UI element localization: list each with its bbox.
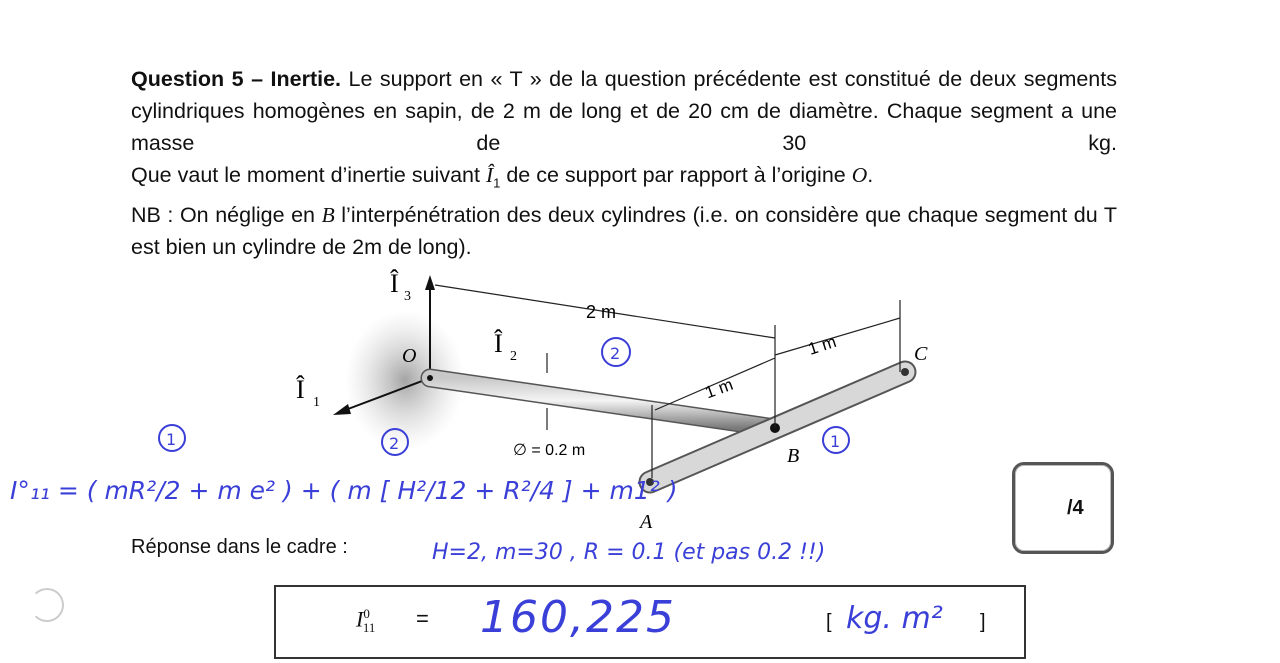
axis-3-label: Î [390, 269, 399, 298]
margin-hole-mark [30, 588, 64, 622]
answer-label [356, 606, 375, 636]
question-heading: Question 5 – Inertie. [131, 67, 342, 91]
response-label: Réponse dans le cadre : [131, 536, 348, 558]
svg-text:2: 2 [610, 344, 621, 363]
answer-label-sub: 11 [362, 619, 376, 635]
svg-text:2: 2 [389, 434, 400, 453]
hand-circle-1-right [823, 427, 849, 453]
origin-label: O [402, 345, 417, 367]
hand-params: H=2, m=30 , R = 0.1 (et pas 0.2 !!) [432, 540, 826, 565]
p2-end: . [867, 163, 874, 187]
unit-open-bracket: [ [826, 611, 832, 633]
axis-2-label: Î [494, 329, 503, 358]
hand-formula: I°₁₁ = ( mR²/2 + m e² ) + ( m [ H²/12 + R²/4 ] + m1² ) [10, 476, 678, 505]
answer-unit: kg. m² [846, 601, 943, 636]
origin-symbol: O [851, 163, 868, 187]
hand-circle-2-rod [602, 338, 630, 366]
answer-label-sup: 0 [363, 606, 370, 621]
point-b-symbol: B [321, 203, 335, 228]
axis-2-sub: 2 [510, 349, 517, 364]
hand-circle-1-left [159, 425, 185, 451]
axis-1-sub: 1 [313, 395, 320, 410]
axis-3-sub: 3 [404, 289, 411, 304]
axis-sub: 1 [493, 175, 501, 191]
score-label: /4 [1067, 497, 1084, 519]
p2-text-b: de ce support par rapport à l’origine [500, 163, 852, 187]
end-c [901, 368, 909, 376]
axis-3-arrow [425, 275, 435, 290]
p3-text-c: l’interpénétration des deux cylindres (i.e. on considère que chaque segment du T est bien un cylindre de 2m de long). [131, 203, 1117, 260]
point-a-label: A [640, 511, 653, 533]
dim-2m-label: 2 m [586, 302, 617, 322]
point-c-label: C [914, 343, 928, 365]
answer-value: 160,225 [480, 592, 676, 643]
point-b-label: B [787, 445, 800, 467]
origin-dot [427, 375, 433, 381]
diameter-label: ∅ = 0.2 m [513, 442, 586, 459]
svg-text:1: 1 [830, 432, 841, 451]
axis-1-arrow [333, 404, 351, 415]
p2-text-a: Que vaut le moment d’inertie suivant [131, 163, 486, 187]
dim-1m-b-label: 1 m [805, 331, 839, 359]
p3-text-a: NB : On néglige en [131, 203, 322, 228]
axis-1-label: Î [296, 375, 305, 404]
unit-close-bracket: ] [980, 611, 986, 633]
dim-1m-a-label: 1 m [702, 374, 736, 403]
axis-symbol: Î [485, 163, 494, 187]
score-box [1012, 462, 1114, 554]
answer-equals: = [416, 606, 429, 631]
question-body: Le support en « T » de la question précédente est constitué de deux segments cylindriques homogènes en sapin, de 2 m de long et de 20 cm de diamètre. Chaque segment a une masse de 30 kg. [131, 67, 1117, 155]
answer-label-i: I [356, 606, 364, 632]
svg-text:1: 1 [166, 430, 177, 449]
